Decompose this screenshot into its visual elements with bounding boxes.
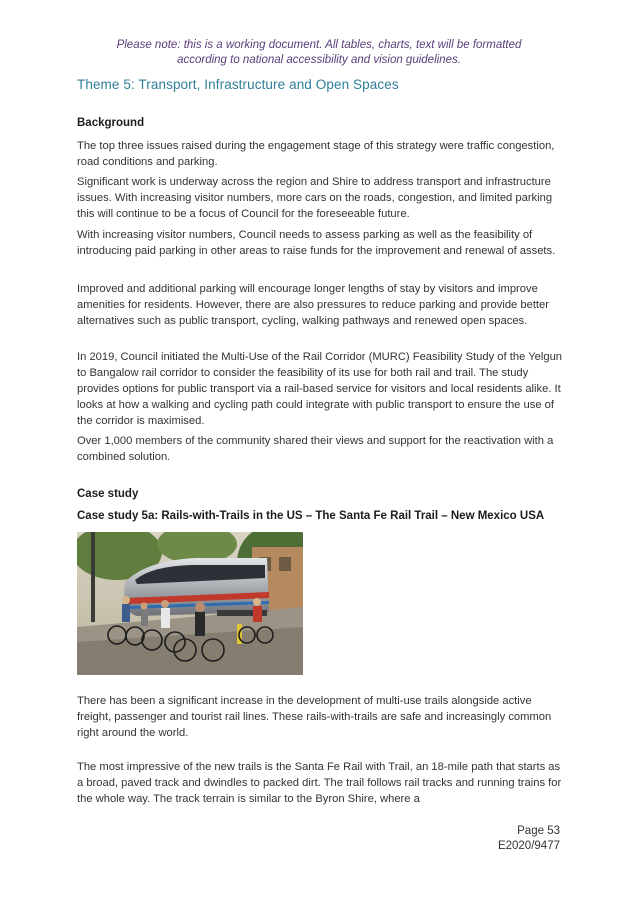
- background-paragraph-3: With increasing visitor numbers, Council needs to assess parking as well as the feasibility of introducing paid parking in other areas to raise funds for the improvement and renewal of assets.: [77, 229, 556, 257]
- background-paragraph-2: Significant work is underway across the region and Shire to address transport and infrastructure issues. With increasing visitor numbers, more cars on the roads, congestion, and limited parking this will continue to be a focus of Council for the foreseeable future.: [77, 176, 553, 220]
- case-study-paragraph-2: The most impressive of the new trails is the Santa Fe Rail with Trail, an 18-mile path that starts as a broad, paved track and dwindles to packed dirt. The trail follows rail tracks and running trains for the whole way. The track terrain is similar to the Byron Shire, where a: [77, 761, 562, 805]
- background-paragraph-1: The top three issues raised during the engagement stage of this strategy were traffic congestion, road conditions and parking.: [77, 140, 555, 168]
- background-paragraph-5: In 2019, Council initiated the Multi-Use of the Rail Corridor (MURC) Feasibility Study of the Yelgun to Bangalow rail corridor to consider the feasibility of its use for both rail and trail. The study provides options for public transport via a rail-based service for visitors and local residents alike. It looks at how a walking and cycling path could integrate with public transport to ensure the use of the corridor is maximised.: [77, 351, 563, 427]
- case-study-subheading: Case study 5a: Rails-with-Trails in the US – The Santa Fe Rail Trail – New Mexico USA: [77, 510, 545, 522]
- rail-trail-photo: [77, 532, 303, 675]
- background-paragraph-4: Improved and additional parking will encourage longer lengths of stay by visitors and improve amenities for residents. However, there are also pressures to reduce parking and provide better alternatives such as public transport, cycling, walking pathways and renewed open spaces.: [77, 283, 549, 327]
- background-heading: Background: [77, 117, 145, 129]
- note-line-1: Please note: this is a working document. All tables, charts, text will be formatted: [116, 39, 522, 51]
- document-reference: E2020/9477: [497, 840, 560, 852]
- working-document-note: [60, 38, 578, 68]
- case-study-paragraph-1: There has been a significant increase in the development of multi-use trails alongside active freight, passenger and tourist rail lines. These rails-with-trails are safe and increasingly common right around the world.: [77, 695, 552, 739]
- note-line-2: according to national accessibility and vision guidelines.: [177, 54, 461, 66]
- case-study-heading: Case study: [77, 488, 139, 500]
- page-footer: [498, 824, 560, 854]
- theme-title: Theme 5: Transport, Infrastructure and Open Spaces: [77, 77, 399, 92]
- background-paragraph-6: Over 1,000 members of the community shared their views and support for the reactivation with a combined solution.: [77, 435, 554, 463]
- page-number: Page 53: [517, 825, 560, 837]
